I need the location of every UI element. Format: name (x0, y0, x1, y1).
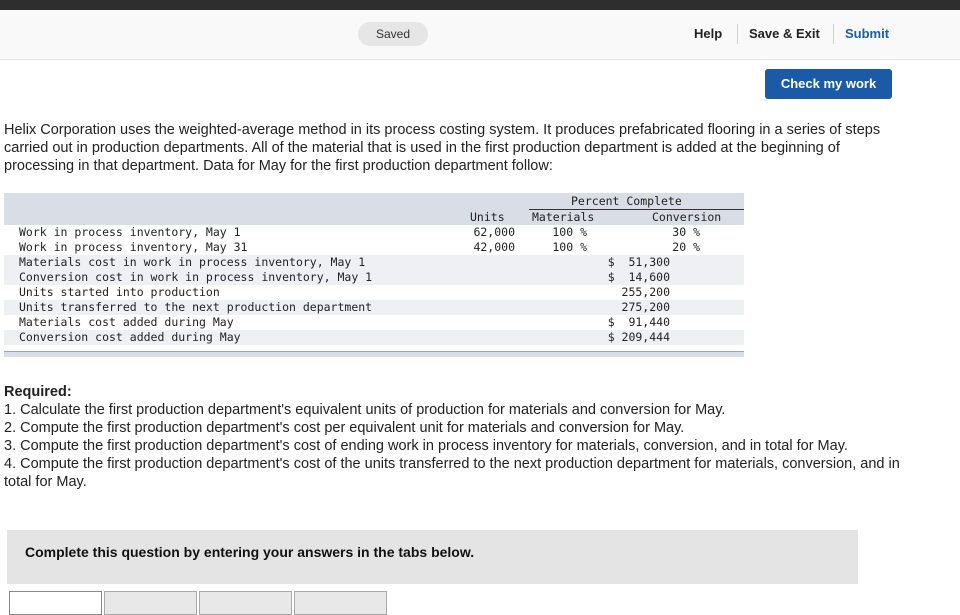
materials-cell: 100 % (552, 240, 587, 254)
cost-cell: 255,200 (621, 285, 670, 299)
submit-link[interactable]: Submit (845, 26, 890, 41)
table-row (4, 315, 744, 330)
row-label: Work in process inventory, May 31 (19, 240, 248, 254)
row-label: Units transferred to the next production department (19, 300, 373, 314)
materials-header: Materials (532, 210, 595, 224)
cost-cell: $ 91,440 (607, 315, 670, 329)
table-row (4, 225, 744, 240)
department-data-table (4, 193, 744, 357)
conversion-cell: 20 % (672, 240, 700, 254)
cost-cell: 275,200 (621, 300, 670, 314)
conversion-header: Conversion (652, 210, 722, 224)
tab-required-1[interactable] (9, 591, 102, 615)
table-row (4, 240, 744, 255)
required-item: 2. Compute the first production department's cost per equivalent unit for materials and conversion for May. (4, 420, 685, 436)
required-item: 3. Compute the first production department's cost of ending work in process inventory for materials, conversion, and in total for May. (4, 438, 848, 454)
question-intro-text: Helix Corporation uses the weighted-average method in its process costing system. It produces prefabricated flooring in a series of steps carried out in production departments. All of the material that is used in the first production department is added at the beginning of processing in that department. Data for May for the first production department follow: (4, 122, 881, 174)
tabs-instruction-text: Complete this question by entering your answers in the tabs below. (25, 544, 475, 560)
tab-required-4[interactable] (294, 591, 387, 615)
required-section (4, 383, 904, 491)
header-divider (737, 24, 738, 44)
row-label: Materials cost in work in process inventory, May 1 (19, 255, 366, 269)
units-cell: 62,000 (473, 225, 515, 239)
table-row (4, 330, 744, 345)
conversion-cell: 30 % (672, 225, 700, 239)
saved-status-badge: Saved (358, 22, 428, 46)
row-label: Materials cost added during May (19, 315, 234, 329)
percent-complete-header: Percent Complete (571, 194, 682, 208)
tabs-instruction-box (7, 530, 858, 584)
header-divider (833, 24, 834, 44)
row-label: Conversion cost in work in process inventory, May 1 (19, 270, 373, 284)
table-row (4, 300, 744, 315)
table-row (4, 285, 744, 300)
required-item: 1. Calculate the first production department's equivalent units of production for materials and conversion for May. (4, 402, 726, 418)
top-dark-bar (0, 0, 960, 10)
units-cell: 42,000 (473, 240, 515, 254)
help-link[interactable]: Help (694, 26, 723, 41)
check-my-work-button[interactable]: Check my work (765, 69, 892, 99)
save-exit-link[interactable]: Save & Exit (749, 26, 820, 41)
row-label: Work in process inventory, May 1 (19, 225, 241, 239)
row-label: Units started into production (19, 285, 220, 299)
table-row (4, 270, 744, 285)
cost-cell: $ 209,444 (607, 330, 670, 344)
header-bar (0, 10, 960, 60)
materials-cell: 100 % (552, 225, 587, 239)
required-item: 4. Compute the first production department's cost of the units transferred to the next production department for materials, conversion, and in total for May. (4, 456, 900, 490)
tab-required-2[interactable] (104, 591, 197, 615)
cost-cell: $ 14,600 (607, 270, 670, 284)
table-row (4, 255, 744, 270)
cost-cell: $ 51,300 (607, 255, 670, 269)
row-label: Conversion cost added during May (19, 330, 241, 344)
table-footer-band (4, 351, 744, 357)
tab-required-3[interactable] (199, 591, 292, 615)
units-header: Units (470, 210, 505, 224)
required-title: Required: (4, 384, 72, 400)
